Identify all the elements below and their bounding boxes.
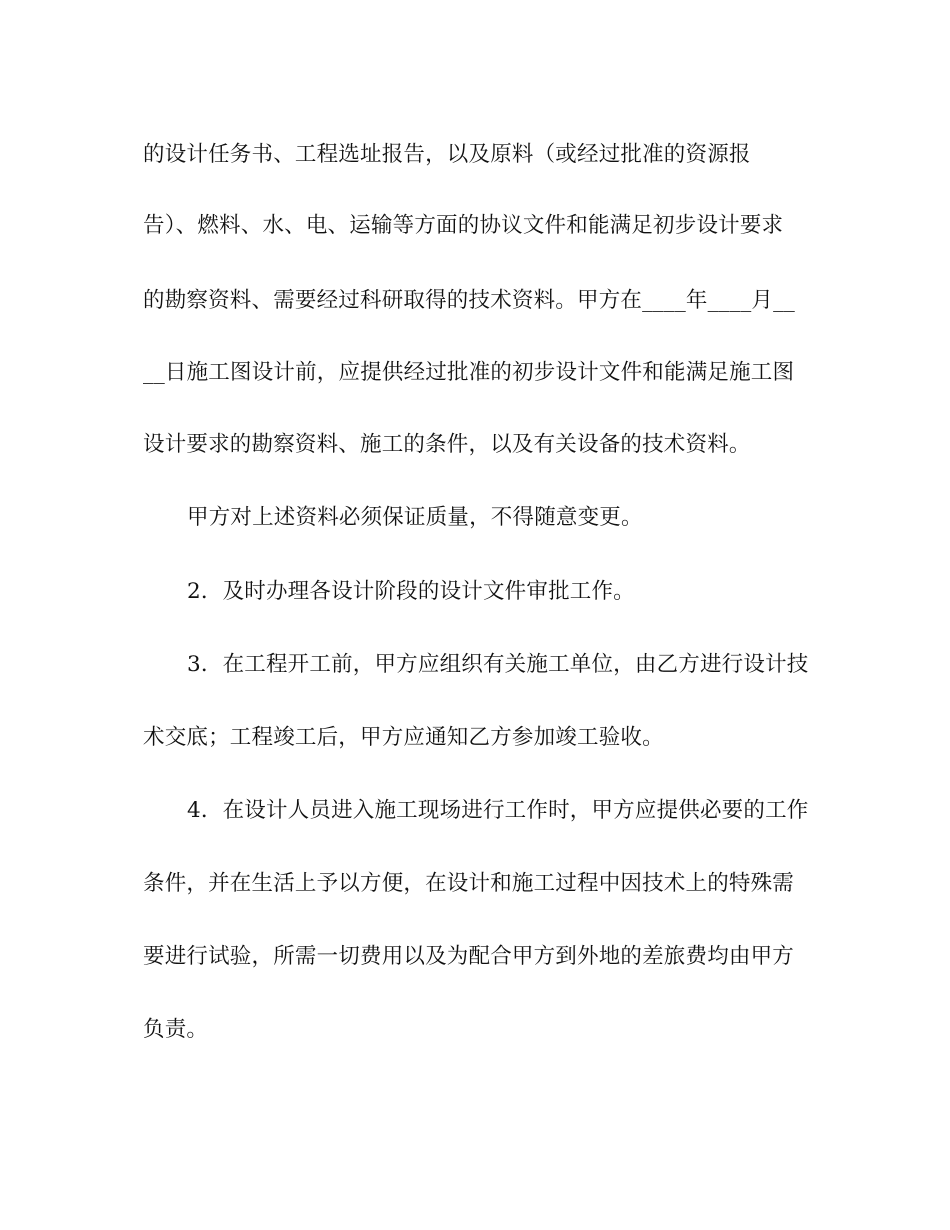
text-line-11: 条件，并在生活上予以方便，在设计和施工过程中因技术上的特殊需 <box>143 871 795 896</box>
text-line-10: 4．在设计人员进入施工现场进行工作时，甲方应提供必要的工作 <box>187 798 809 823</box>
text-line-1: 的设计任务书、工程选址报告，以及原料（或经过批准的资源报 <box>143 142 751 167</box>
text-line-6: 甲方对上述资料必须保证质量，不得随意变更。 <box>187 505 643 530</box>
text-line-4: __日施工图设计前，应提供经过批准的初步设计文件和能满足施工图 <box>143 360 795 385</box>
text-line-7: 2．及时办理各设计阶段的设计文件审批工作。 <box>187 579 635 604</box>
text-line-13: 负责。 <box>143 1017 209 1042</box>
text-line-2: 告）、燃料、水、电、运输等方面的协议文件和能满足初步设计要求 <box>143 213 784 238</box>
text-line-5: 设计要求的勘察资料、施工的条件，以及有关设备的技术资料。 <box>143 432 751 457</box>
text-line-9: 术交底；工程竣工后，甲方应通知乙方参加竣工验收。 <box>143 725 664 750</box>
text-line-8: 3．在工程开工前，甲方应组织有关施工单位，由乙方进行设计技 <box>187 652 809 677</box>
text-line-12: 要进行试验，所需一切费用以及为配合甲方到外地的差旅费均由甲方 <box>143 944 795 969</box>
text-line-3: 的勘察资料、需要经过科研取得的技术资料。甲方在____年____月__ <box>143 288 796 313</box>
